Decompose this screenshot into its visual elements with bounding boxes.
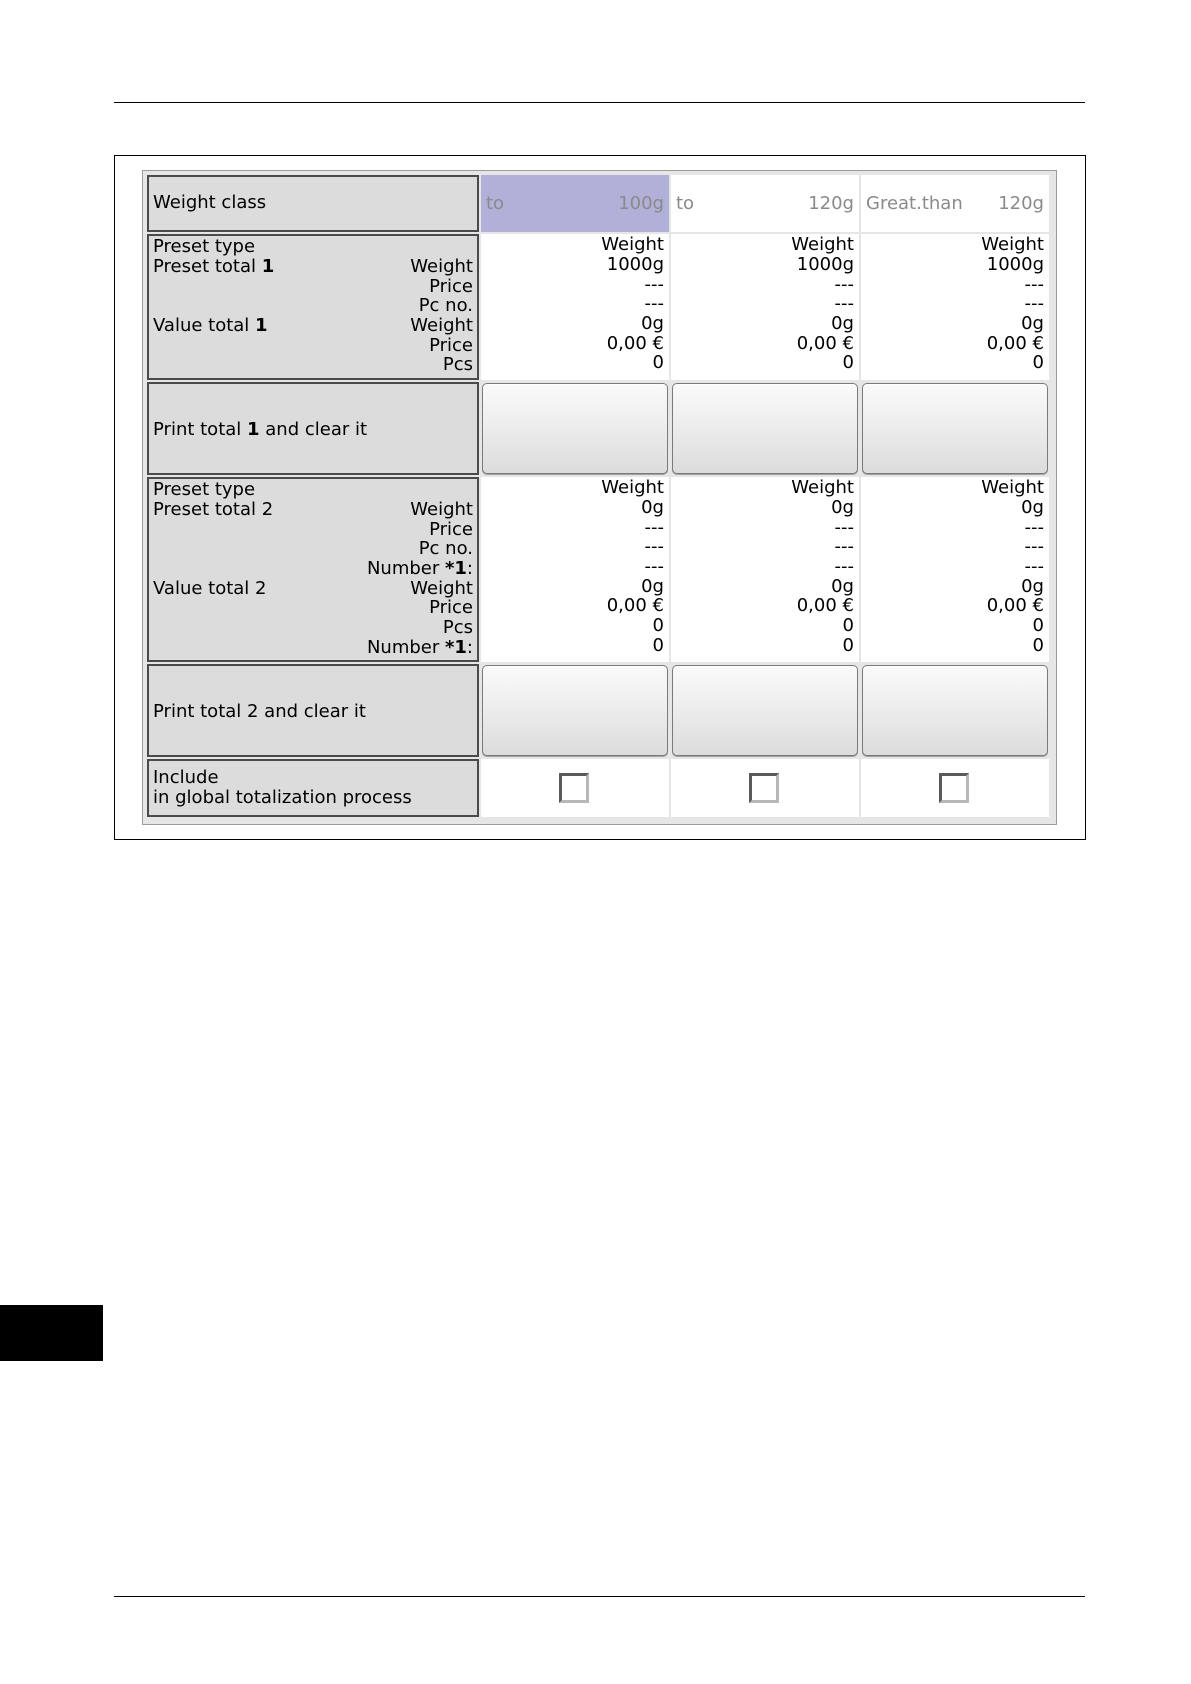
value-text: 0,00 € <box>606 333 664 354</box>
total1-values-1 <box>481 234 669 380</box>
preset-type-label: Preset type <box>153 479 256 500</box>
value-text: 0 <box>1032 615 1044 636</box>
preset-total1-label <box>153 257 274 277</box>
label-text-part: : <box>466 558 473 579</box>
value-total1-label <box>153 316 268 336</box>
value-text: 0g <box>1021 313 1044 334</box>
preset-total2-label: Preset total 2 <box>153 499 274 520</box>
label-text-part: 1 <box>247 419 260 440</box>
label-text-part: Preset total <box>153 256 262 277</box>
value-text: --- <box>1024 517 1044 538</box>
value-text: Weight <box>981 477 1044 498</box>
price-label: Price <box>429 519 473 540</box>
print-total2-button-2[interactable] <box>672 665 858 756</box>
label-text-part <box>153 420 367 440</box>
value-text: 0 <box>842 635 854 656</box>
value-text: 0,00 € <box>796 333 854 354</box>
value-text: 0g <box>1021 576 1044 597</box>
value-text: 0g <box>831 576 854 597</box>
value-text: --- <box>1024 274 1044 295</box>
value-text: 1000g <box>606 254 664 275</box>
label-text-part: : <box>466 637 473 658</box>
pcs-label: Pcs <box>442 354 473 375</box>
print-total2-button-1[interactable] <box>482 665 668 756</box>
label-text-part: *1 <box>444 637 467 658</box>
label-text-part: and clear it <box>259 419 368 440</box>
label-text-part: Include <box>153 767 219 788</box>
label-text-part: *1 <box>444 558 467 579</box>
value-text: 0,00 € <box>986 333 1044 354</box>
value-text: Weight <box>981 234 1044 255</box>
number-label <box>367 638 473 658</box>
print-total2-button-3[interactable] <box>862 665 1048 756</box>
value-text: Weight <box>601 477 664 498</box>
pcs-label: Pcs <box>442 617 473 638</box>
price-label: Price <box>429 276 473 297</box>
value-text: 1000g <box>986 254 1044 275</box>
chapter-tab <box>0 1305 103 1361</box>
value-text: 0 <box>1032 635 1044 656</box>
include-cell-1 <box>481 759 669 817</box>
print-total2-label <box>147 664 479 757</box>
value-text: --- <box>1024 293 1044 314</box>
pc-no-label: Pc no. <box>418 295 473 316</box>
value-text: --- <box>834 274 854 295</box>
value-text: 0g <box>831 313 854 334</box>
footer-rule <box>114 1596 1085 1597</box>
total2-labels <box>147 477 479 662</box>
total2-values-3 <box>861 477 1049 662</box>
value-text: 1000g <box>796 254 854 275</box>
value-text: 0 <box>652 635 664 656</box>
value-text: 0g <box>641 313 664 334</box>
total1-values-2 <box>671 234 859 380</box>
value-text: --- <box>644 536 664 557</box>
value-text: --- <box>834 556 854 577</box>
weight-class-label <box>147 175 479 232</box>
weight-label: Weight <box>410 578 473 599</box>
value-text: --- <box>834 517 854 538</box>
include-global-label <box>147 759 479 817</box>
weight-class-header-1[interactable]: to 100g <box>481 175 669 232</box>
label-text-part: 1 <box>261 256 275 277</box>
print-total1-button-1[interactable] <box>482 383 668 474</box>
header-rule <box>114 102 1085 103</box>
label-text-part: Weight class <box>153 192 267 213</box>
include-cell-3 <box>861 759 1049 817</box>
weight-label: Weight <box>410 315 473 336</box>
value-text: Weight <box>601 234 664 255</box>
number-label <box>367 559 473 579</box>
value-text: --- <box>1024 536 1044 557</box>
value-total2-label: Value total 2 <box>153 578 267 599</box>
value-text: --- <box>644 274 664 295</box>
value-text: 0,00 € <box>796 595 854 616</box>
include-checkbox-1[interactable] <box>559 773 589 803</box>
total2-values-2 <box>671 477 859 662</box>
value-text: 0 <box>842 615 854 636</box>
value-text: 0g <box>1021 497 1044 518</box>
print-total1-label <box>147 382 479 475</box>
weight-label: Weight <box>410 256 473 277</box>
value-text: 0,00 € <box>606 595 664 616</box>
include-checkbox-3[interactable] <box>939 773 969 803</box>
price-label: Price <box>429 597 473 618</box>
label-text-part: in global totalization process <box>153 787 412 808</box>
value-text: Weight <box>791 477 854 498</box>
value-text: 0 <box>652 352 664 373</box>
value-text: Weight <box>791 234 854 255</box>
label-text-part: Print total 2 and clear it <box>153 701 366 722</box>
value-text: 0g <box>641 576 664 597</box>
value-text: --- <box>644 556 664 577</box>
label-text-part: Value total <box>153 315 256 336</box>
value-text: --- <box>1024 556 1044 577</box>
value-text: 0g <box>831 497 854 518</box>
include-cell-2 <box>671 759 859 817</box>
value-text: 0 <box>1032 352 1044 373</box>
print-total1-button-3[interactable] <box>862 383 1048 474</box>
weight-class-header-3[interactable]: Great.than 120g <box>861 175 1049 232</box>
weight-label: Weight <box>410 499 473 520</box>
value-text: --- <box>834 536 854 557</box>
total1-labels <box>147 234 479 380</box>
value-text: 0 <box>842 352 854 373</box>
total1-values-3 <box>861 234 1049 380</box>
value-text: --- <box>834 293 854 314</box>
value-text: --- <box>644 293 664 314</box>
print-total1-button-2[interactable] <box>672 383 858 474</box>
weight-class-header-2[interactable]: to 120g <box>671 175 859 232</box>
label-text-part: Number <box>366 558 445 579</box>
label-text-part: 1 <box>255 315 268 336</box>
label-text-part: Print total <box>153 419 248 440</box>
include-checkbox-2[interactable] <box>749 773 779 803</box>
total2-values-1 <box>481 477 669 662</box>
pc-no-label: Pc no. <box>418 538 473 559</box>
value-text: 0g <box>641 497 664 518</box>
value-text: 0,00 € <box>986 595 1044 616</box>
label-text-part: Number <box>366 637 445 658</box>
price-label: Price <box>429 335 473 356</box>
value-text: 0 <box>652 615 664 636</box>
value-text: --- <box>644 517 664 538</box>
preset-type-label: Preset type <box>153 236 256 257</box>
